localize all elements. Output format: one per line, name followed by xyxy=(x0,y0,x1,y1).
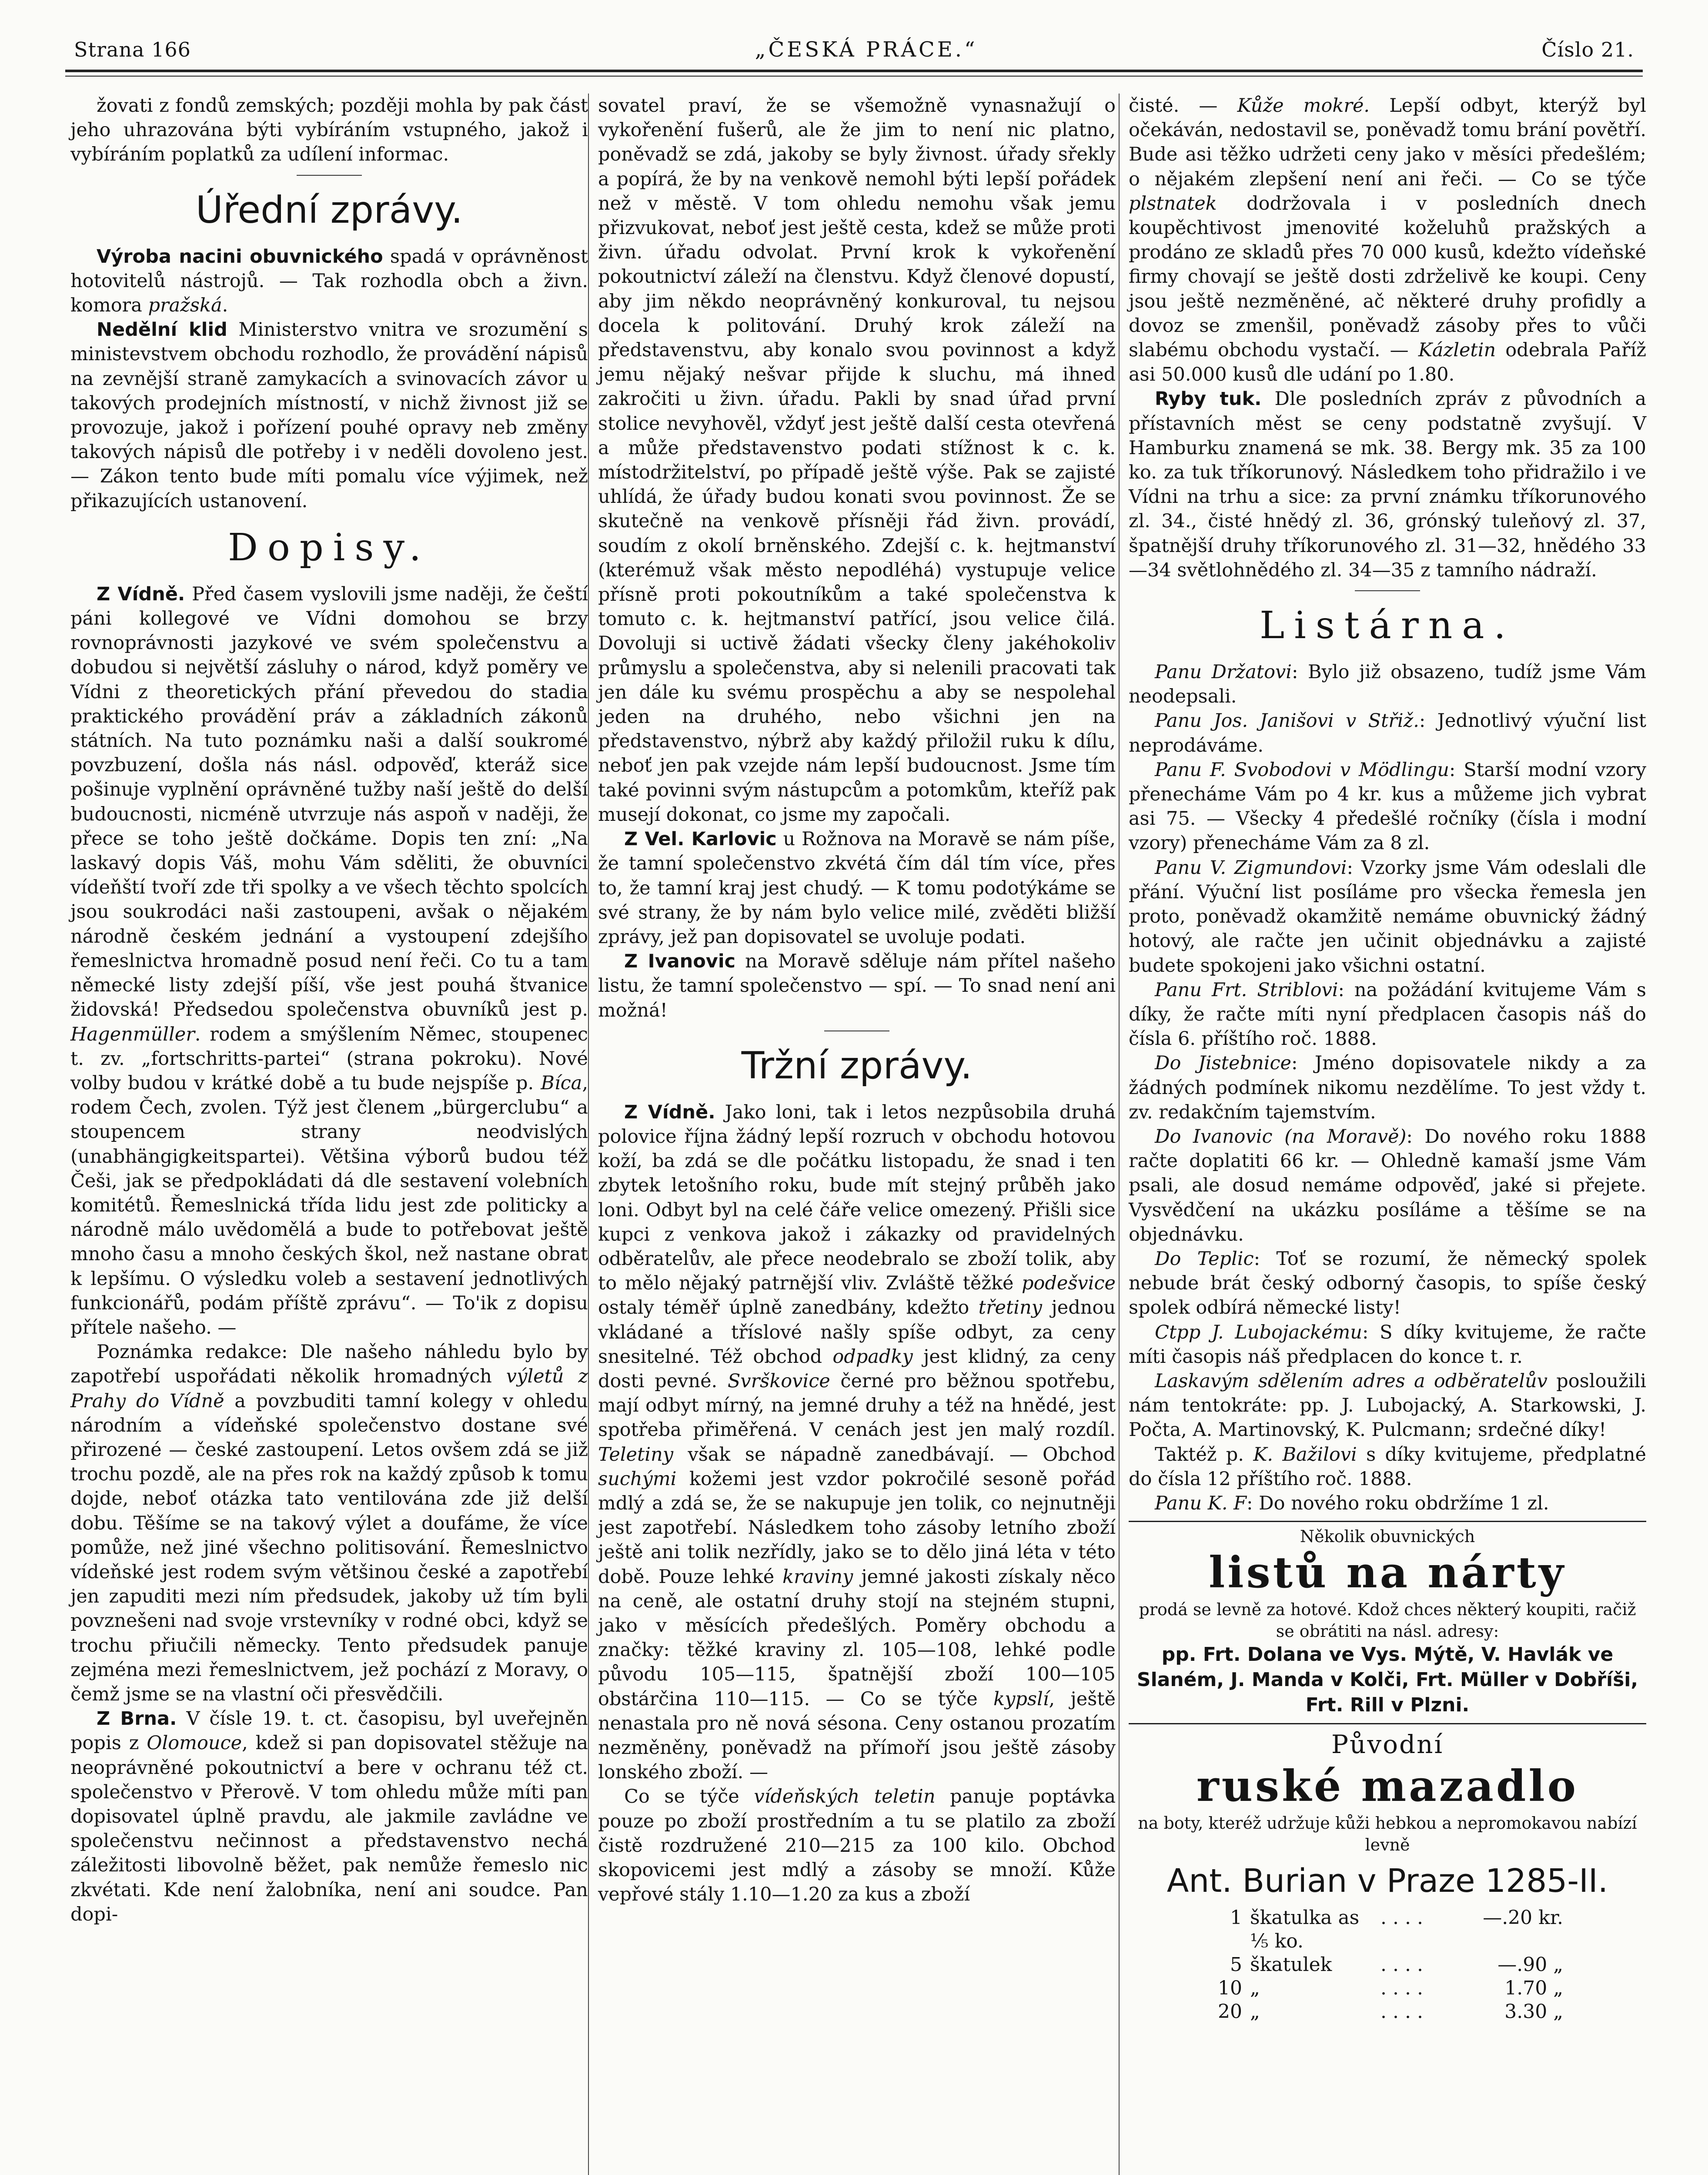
paragraph-fish-oil: Ryby tuk. Dle posledních zpráv z původních a přístavních měst se ceny podstatně zvyšují. V Hamburku znamená se mk. 38. Bergy mk. 35 za 100 ko. za tuk tříkorunový. Následkem toho přidražilo i ve Vídni na trhu a sice: za první známku tříkorunového zl. 34., čisté hnědý zl. 36, grónský tuleňový zl. 37, špatnější druhy tříkorunového zl. 31—32, hnědého 33—34 světlohnědého zl. 34—35 z tamního nádraží. xyxy=(1129,388,1646,581)
ad-lead: Několik obuvnických xyxy=(1300,1527,1475,1546)
price-row: 1 škatulka as ⅕ ko. .... —.20 kr. xyxy=(1230,1907,1563,1953)
paragraph-ivanovic: Z Ivanovic na Moravě sděluje nám přítel našeho listu, že tamní společenstvo — spí. — To snad není ani možná! xyxy=(598,950,1116,1021)
section-title-letters: Dopisy. xyxy=(228,525,431,569)
letter-item: Ctpp J. Lubojackému: S díky kvitujeme, že račte míti časopis náš předplacen do konce t. r. xyxy=(1129,1321,1647,1368)
column-divider xyxy=(1119,94,1120,2175)
letter-item: Panu V. Zigmundovi: Vzorky jsme Vám odeslali dle přání. Výuční list posíláme pro všecka řemesla jen proto, poněvadž okamžitě nemáme obuvnický žádný hotový, ale račte jen učinit objednávku a zajisté budete spokojeni jako všichni ostatní. xyxy=(1129,857,1647,977)
letter-item: Panu Držatovi: Bylo již obsazeno, tudíž jsme Vám neodepsali. xyxy=(1129,661,1646,708)
paragraph-poznamka: Poznámka redakce: Dle našeho náhledu bylo by zapotřebí uspořádati několik hromadných výletů z Prahy do Vídně a povzbuditi tamní kolegy v ohledu národním a vídeňské společenstvo dostane své přirozené — české zastoupení. Letos ovšem zdá se již trochu pozdě, ale na přes rok na každý způsob k tomu dojde, neboť otázka tato ventilována zde již delší dobu. Těšíme se na takový výlet a doufáme, že více pomůže, než jiné všechno politisování. Řemeslnictvo vídeňské jest rodem svým většinou české a zapotřebí jen zapuditi mezi ním předsudek, jakoby už tím byli povznešeni nad svoje vrstevníky v rodné obci, když se trochu přiučili německy. Tento předsudek panuje zejména mezi řemeslnictvem, jež pochází z Moravy, o čemž jsme se na vlastní oči přesvědčili. xyxy=(70,1341,588,1705)
letter-item: Panu Jos. Janišovi v Střiž.: Jednotlivý výuční list neprodáváme. xyxy=(1129,710,1646,756)
price-row: 20 „ .... 3.30 „ xyxy=(1218,2001,1563,2023)
paragraph-viden: Z Vídně. Před časem vyslovili jsme naději, že čeští páni kollegové ve Vídni domohou se brzy rovnoprávnosti jazykové ve svém společenstvu a dobudou si největší zásluhy o národ, když poměry ve Vídni z theoretických přání převedou do stadia praktického provádění práv a základních zákonů státních. Na tuto poznámku naši a další soukromé povzbuzení, došla nás násl. odpověď, kteráž sice pošinuje vyplnění oprávněné tužby naší ještě do delší budoucnosti, nicméně utvrzuje nás aspoň v naději, že přece se toho ještě dočkáme. Dopis ten zní: „Na laskavý dopis Váš, mohu Vám sděliti, že obuvníci vídeňští tvoří zde tři spolky a ve všech těchto spolcích jsou soukrodáci naši zastoupeni, avšak o nějakém národně českém jednání a vystoupení zdejšího řemeslnictva hromadně posud není řeči. Co tu a tam německé listy zdejší píší, vše jest pouhá štvanice židovská! Předsedou společenstva obuvníků jest p. Hagenmüller. rodem a smýšlením Němec, stoupenec t. zv. „fortschritts-partei“ (strana pokroku). Nové volby budou v krátké době a tu bude nejspíše p. Bíca, rodem Čech, zvolen. Týž jest členem „bürgerclubu“ a stoupencem strany neodvislých (unabhängigkeitspartei). Většina výborů budou též Češi, jak se předpokládati dá dle sestavení volebních komitétů. Řemeslnická třída lidu jest zde politicky a národně málo uvědomělá a bude to potřebovat ještě mnoho času a mnoho českých škol, než nastane obrat k lepšímu. O výsledku voleb a sestavení jednotlivých funkcionářů, podám příště zprávu“. — To'ik z dopisu přítele našeho. — xyxy=(70,583,588,1338)
section-title-official: Úřední zprávy. xyxy=(195,188,463,232)
ad-headline: ruské mazadlo xyxy=(1197,1761,1578,1812)
paragraph-intro: žovati z fondů zemských; později mohla by pak část jeho uhrazována býti vybíráním vstupného, jakož i vybíráním poplatků za udílení informac. xyxy=(70,95,588,166)
section-title-market: Tržní zprávy. xyxy=(741,1044,973,1088)
column-3 xyxy=(1129,94,1646,2024)
letter-item: Do Teplic: Toť se rozumí, že německý spolek nebude brát český odborný časopis, to spíše český spolek odbírá německé listy! xyxy=(1129,1248,1646,1319)
ad-addresses: pp. Frt. Dolana ve Vys. Mýtě, V. Havlák ve Slaném, J. Manda v Kolči, Frt. Müller v Dobříši, Frt. Rill v Plzni. xyxy=(1136,1643,1638,1717)
paragraph-vyroba: Výroba nacini obuvnického spadá v oprávněnost hotovitelů nástrojů. — Tak rozhodla obch a živn. komora pražská. xyxy=(70,245,588,317)
masthead-title: „ČESKÁ PRÁCE.“ xyxy=(755,37,978,62)
ad-title: Původní xyxy=(1331,1730,1444,1760)
column-1 xyxy=(70,94,588,1927)
paragraph-nedelni-klid: Nedělní klid Ministerstvo vnitra ve srozumění s ministevstvem obchodu rozhodlo, že provádění nápisů na zevnější straně zamykacích a svinovacích závor u takových prodejních místností, v nichž živnost již se provozuje, jakož i pořízení pouhé opravy neb změny takových nápisů dle potřeby i v neděli dovoleno jest. — Zákon tento bude míti pomalu více výjimek, než přikazujících ustanovení. xyxy=(70,319,588,512)
letter-item: Do Jistebnice: Jméno dopisovatele nikdy a za žádných podmínek nikomu nezdělíme. To jest vždy t. zv. redakčním tajemstvím. xyxy=(1129,1052,1646,1123)
ad-advertiser: Ant. Burian v Praze 1285-II. xyxy=(1167,1862,1608,1900)
divider xyxy=(1355,590,1420,591)
paragraph-brna: Z Brna. V čísle 19. t. ct. časopisu, byl uveřejněn popis z Olomouce, kdež si pan dopisovatel stěžuje na neoprávněné pokoutnictví a bere v ochranu též ct. společenstvo v Přerově. V tom ohledu může míti pan dopisovatel úplně pravdu, ale jakmile zavládne ve společenstvu nečinnost a představenstvo nechá záležitosti libovolně běžet, pak nemůže řemeslo nic zkvétati. Kde není žalobníka, není ani soudce. Pan dopi- xyxy=(70,1708,588,1925)
ad-text: prodá se levně za hotové. Kdož chces některý koupiti, račiž se obrátiti na násl. adresy: xyxy=(1139,1600,1636,1641)
section-title-correspondence: Listárna. xyxy=(1260,604,1515,648)
letter-item: Panu K. F: Do nového roku obdržíme 1 zl. xyxy=(1155,1492,1549,1514)
paragraph-karlovic: Z Vel. Karlovic u Rožnova na Moravě se nám píše, že tamní společenstvo zkvétá čím dál tím více, přes to, že tamní kraj jest chudý. — K tomu podotýkáme se své strany, že by nám bylo velice milé, zvěděti bližší zprávy, jež pan dopisovatel se uvoluje podati. xyxy=(598,828,1116,948)
price-list xyxy=(1129,1906,1646,2024)
letter-item: Panu F. Svobodovi v Mödlingu: Starší modní vzory přenecháme Vám po 4 kr. kus a můžeme jich vybrat asi 75. — Všecky 4 předešlé ročníky (čísla i modní vzory) přenecháme Vám za 8 zl. xyxy=(1129,759,1647,854)
paragraph-brna-continued: sovatel praví, že se všemožně vynasnažují o vykořenění fušerů, ale že jim to není nic platno, poněvadž se zdá, jakoby se byly živnost. úřady sřekly a popírá, že by na venkově nemohl býti lepší pořádek než v městě. V tom ohledu nemohu však jemu přizvukovat, neboť jest ještě cesta, kdež se může proti živn. úřadu odvolat. První krok k vykořenění pokoutnictví záleží na členstvu. Když členové dopustí, aby jim někdo neoprávněný konkuroval, tu nejsou docela k politování. Druhý krok záleží na představenstvu, aby konalo svou povinnost a když jemu nějaký nešvar přijde k sluchu, má ihned zakročiti u živn. úřadu. Pakli by snad úřad první stolice nevyhověl, vždyť jest ještě další cesta otevřená a může představenstvo podati stížnost k c. k. místodržitelství, po případě ještě výše. Pak se zajisté uhlídá, že úřady budou konati svou povinnost. Že se skutečně na venkově přísněji řád živn. provádí, soudím z okolí brněnského. Zdejší c. k. hejtmanství (kterémuž však město nepodléhá) vystupuje velice přísně proti pokoutníkům a také společenstva k tomuto c. k. hejtmanství patřící, jsou velice čilá. Dovoluji si uctivě žádati všecky členy jakéhokoliv průmyslu a společenstva, aby si nelenili pracovati tak jen dále ku svému prospěchu a aby se nespolehal jeden na druhého, nebo všichni jen na představenstvo, nýbrž aby každý přiložil ruku k dílu, neboť jen pak vzejde nám lepší budoucnost. Jsme tím také povinni svým nástupcům a potomkům, kteříž pak musejí dokonat, co jsme my započali. xyxy=(598,95,1116,826)
paragraph-teletiny: Co se týče vídeňských teletin panuje poptávka pouze po zboží prostředním a tu se platilo za zboží čistě rozdružené 210—215 za 100 kilo. Obchod skopovicemi jest mdlý a zásoby se množí. Kůže vepřové stály 1.10—1.20 za kus a zboží xyxy=(598,1786,1116,1906)
paragraph-market-continued: čisté. — Kůže mokré. Lepší odbyt, kterýž byl očekáván, nedostavil se, poněvadž tomu brání povětří. Bude asi těžko udržeti ceny jako v měsíci předešlém; o nějakém zlepšení není ani řeči. — Co se týče plstnatek dodržovala i v posledních dnech koupěchtivost jmenovité koželuhů pražských a prodáno ze skladů přes 70 000 kusů, kdežto vídeňské firmy chovají se ještě dosti zdrželivě ke koupi. Ceny jsou ještě nezměněné, ač některé druhy profidly a dovoz se zmenšil, poněvadž zásoby přes to vůči slabému obchodu vystačí. — Kázletin odebrala Paříž asi 50.000 kusů dle udání po 1.80. xyxy=(1129,95,1646,386)
ad-text: na boty, kteréž udržuje kůži hebkou a nepromokavou nabízí levně xyxy=(1138,1814,1637,1855)
ad-headline: listů na nárty xyxy=(1209,1548,1566,1598)
advertisement-lasts xyxy=(1129,1521,1646,1718)
page-number: Strana 166 xyxy=(74,38,191,61)
column-2 xyxy=(598,94,1116,1907)
advertisement-grease xyxy=(1129,1723,1646,2024)
letter-item: Do Ivanovic (na Moravě): Do nového roku 1888 račte doplatiti 66 kr. — Ohledně kamaší jsme Vám psali, ale dosud nemáme odpověď, jaké si přejete. Vysvědčení na ukázku posíláme a těšíme se na objednávku. xyxy=(1129,1125,1646,1245)
letter-item: Panu Frt. Striblovi: na požádání kvitujeme Vám s díky, že račte míti nyní předplacen časopis náš do čísla 6. příštího roč. 1888. xyxy=(1129,979,1646,1050)
letter-item: Taktéž p. K. Bažilovi s díky kvitujeme, předplatné do čísla 12 příštího roč. 1888. xyxy=(1129,1443,1646,1490)
divider xyxy=(297,175,362,176)
header-rule xyxy=(65,70,1643,77)
price-row: 10 „ .... 1.70 „ xyxy=(1218,1977,1563,2000)
page-header xyxy=(74,31,1634,68)
price-row: 5 škatulek .... —.90 „ xyxy=(1230,1954,1563,1976)
column-divider xyxy=(588,94,589,2175)
paragraph-market-vienna: Z Vídně. Jako loni, tak i letos nezpůsobila druhá polovice října žádný lepší rozruch v obchodu hotovou koží, ba zdá se dle počátku listopadu, že snad i ten zbytek letošního roku, bude mít stejný průběh jako loni. Odbyt byl na celé čáře velice omezený. Přišli sice kupci z venkova jakož i zákazky od pravidelných odběratelův, ale přece neodebralo se zboží tolik, aby to mělo nějaký patrnější vliv. Zvláště těžké podešvice ostaly téměř úplně zanedbány, kdežto třetiny jednou vkládané a tříslové našly spíše odbyt, za ceny snesitelné. Též obchod odpadky jest klidný, za ceny dosti pevné. Svrškovice černé pro běžnou spotřebu, mají odbyt mírný, na jemné druhy a též na hnědé, jest spotřeba přiměřená. V cenách jest jen malý rozdíl. Teletiny však se nápadně zanedbávají. — Obchod suchými kožemi jest vzdor pokročilé sesoně pořád mdlý a zdá se, že se nakupuje jen tolik, co nejnutněji jest zapotřebí. Následkem toho zásoby letního zboží ještě ani tolik nezřídly, jako se to dělo jiná léta v této době. Pouze lehké kraviny jemné jakosti získaly něco na ceně, ale ostatní druhy stojí na stejném stupni, jako v měsících předešlých. Poměry obchodu a značky: těžké kraviny zl. 105—108, lehké podle původu 105—115, špatnější zboží 100—105 obstárčina 110—115. — Co se týče kypslí, ještě nenastala pro ně nová sésona. Ceny ostanou prozatím nezměněny, poněvadž na přímoří jsou ještě zásoby lonského zboží. — xyxy=(598,1101,1116,1784)
issue-number: Číslo 21. xyxy=(1541,38,1634,61)
letter-item: Laskavým sdělením adres a odběratelův posloužili nám tentokráte: pp. J. Lubojacký, A. Starkowski, J. Počta, A. Martinovský, K. Pulcmann; srdečné díky! xyxy=(1129,1370,1646,1441)
